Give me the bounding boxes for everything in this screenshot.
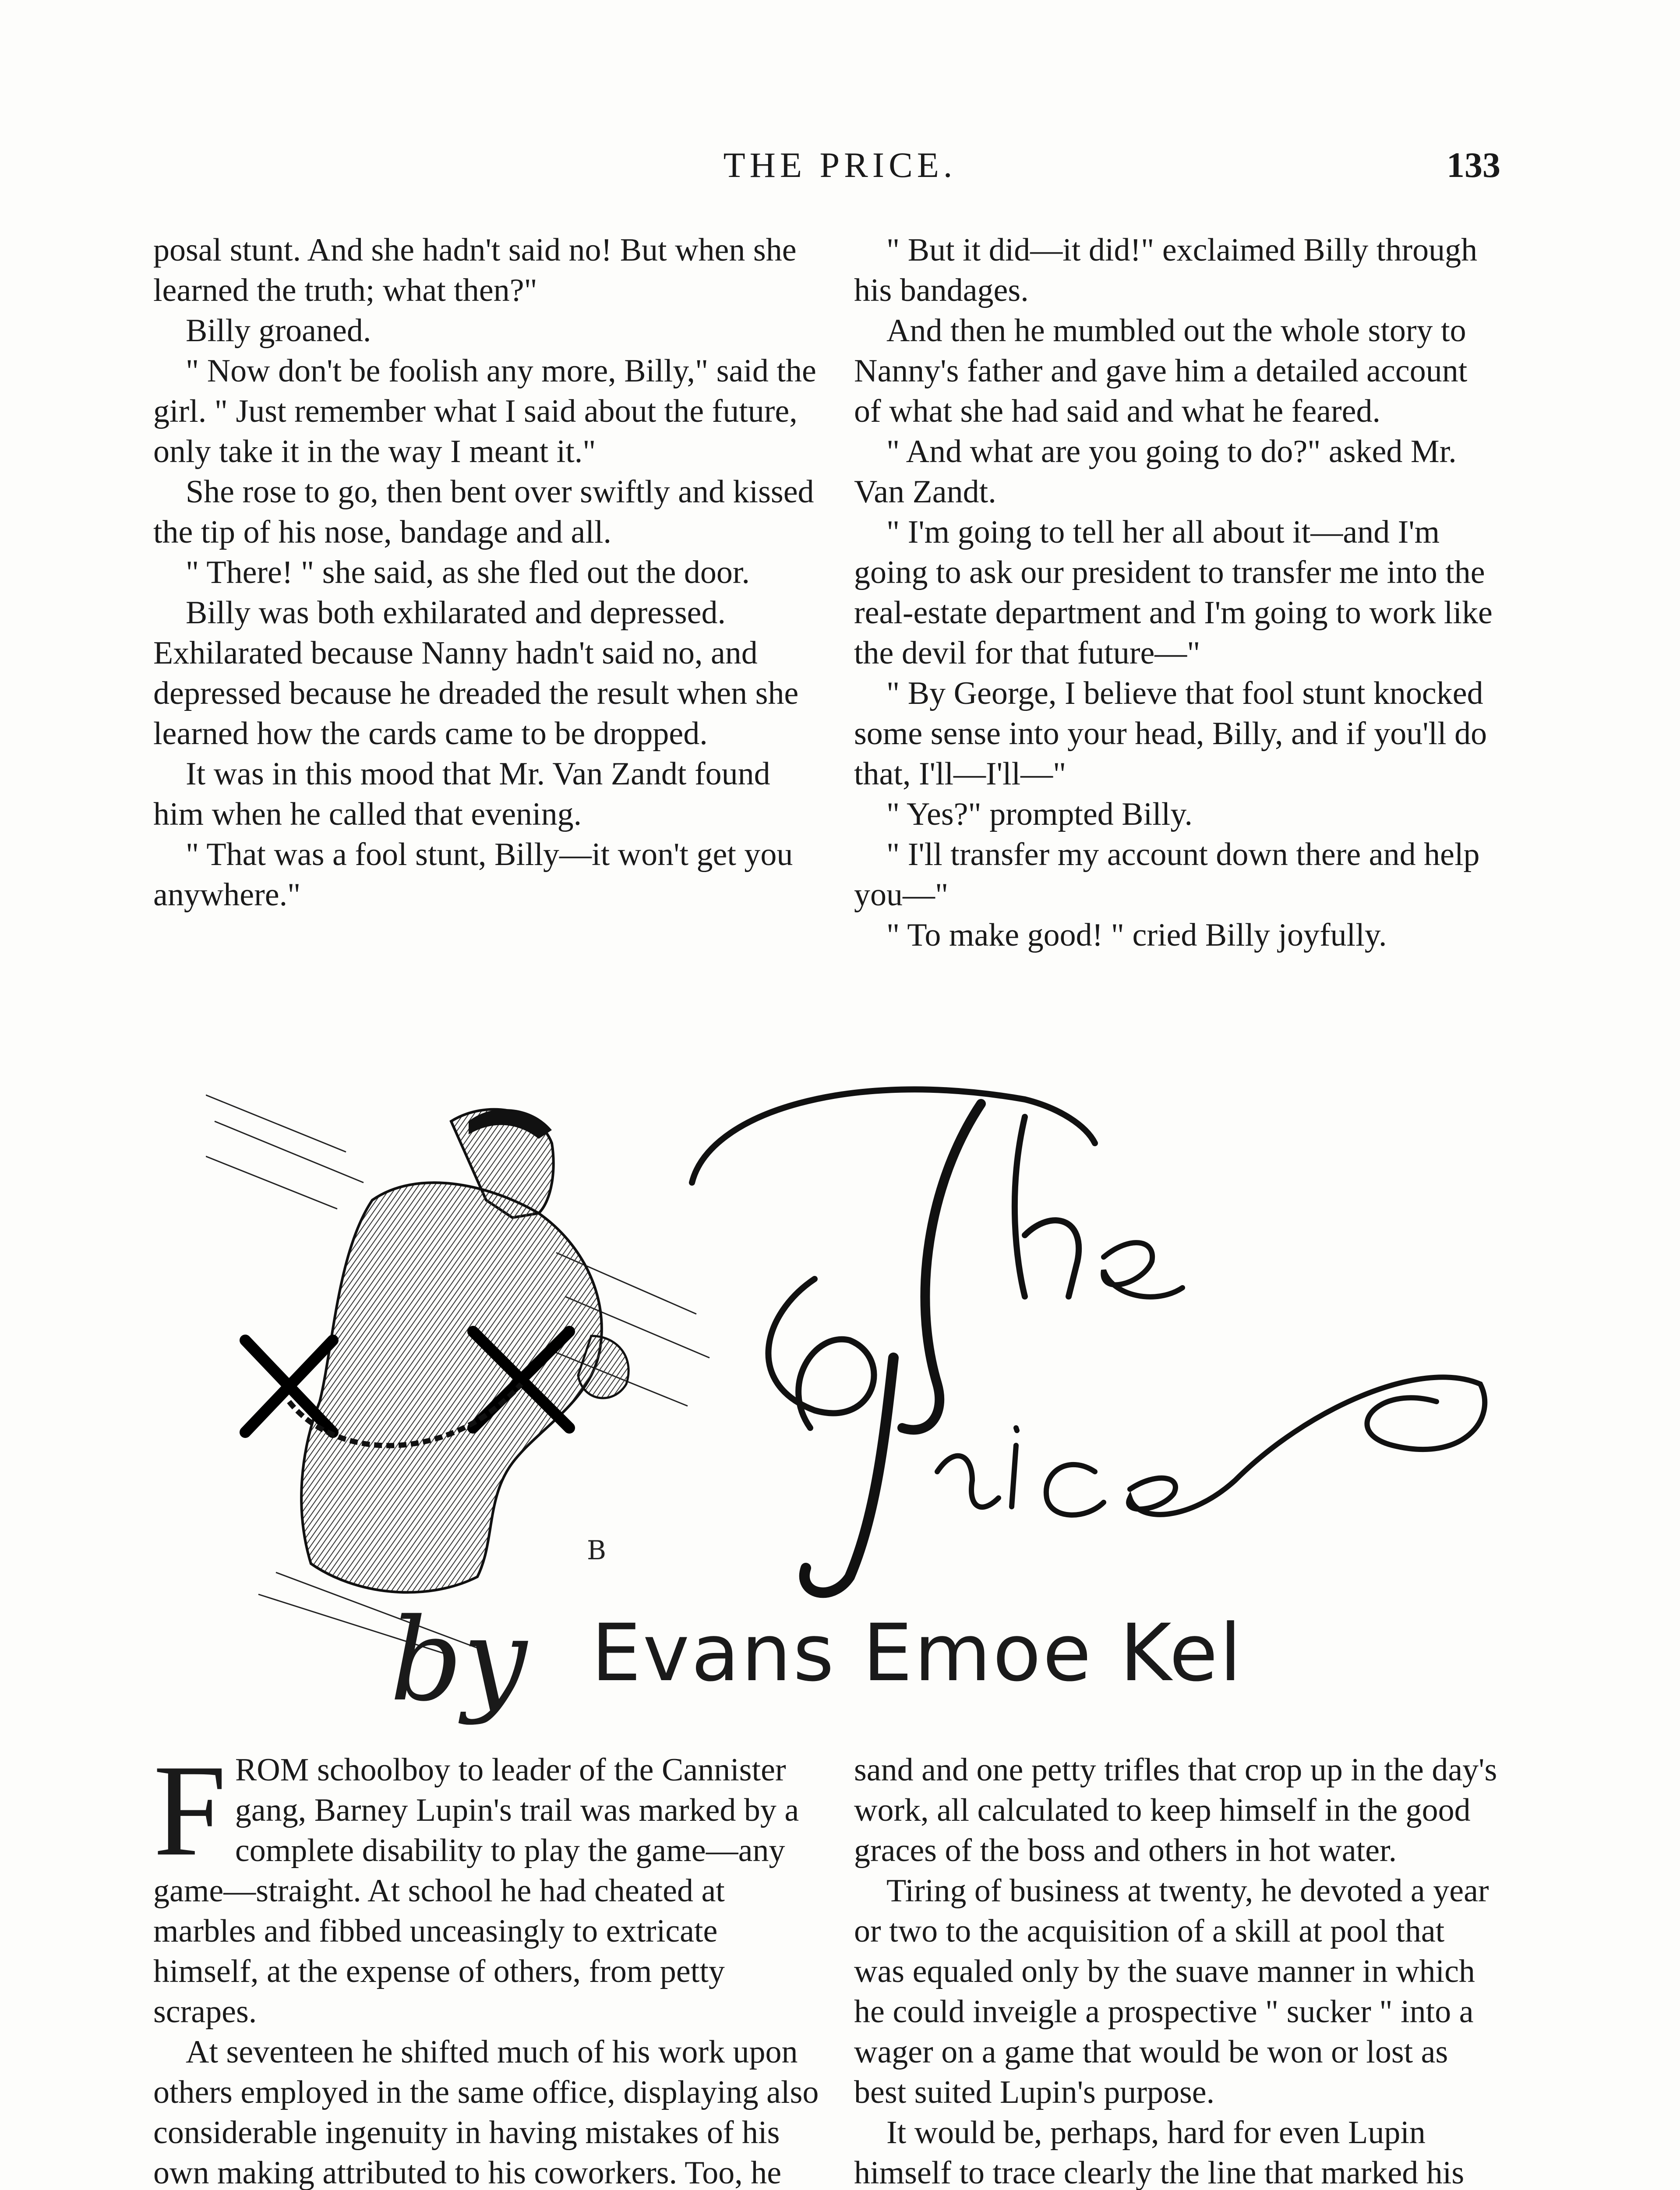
drop-cap: F [153,1738,226,1883]
paragraph: sand and one petty trifles that crop up in the day's work, all calculated to keep himself in the good graces of the boss and others in hot water. [854,1752,1497,1869]
handcuffed-man-illustration [206,1069,714,1656]
running-header-title: THE PRICE. [723,145,957,185]
paragraph: " And what are you going to do?" asked Mr. Van Zandt. [854,434,1457,510]
paragraph: It would be, perhaps, hard for even Lupin himself to trace clearly the line that marked his [854,2115,1465,2190]
paragraph: At seventeen he shifted much of his work upon others employed in the same office, displaying also considerable ingenuity in having mistakes of his own making attributed to his coworkers. Too, he [153,2034,819,2190]
opening-text: ROM schoolboy to leader of the Cannister gang, Barney Lupin's trail was marked by a complete disability to play the game—any game—straight. At school he had cheated at marbles and fibbed unceasingly to extricate himself, at the expense of others, from petty scrapes. [153,1752,799,2030]
paragraph: And then he mumbled out the whole story to Nanny's father and gave him a detailed account of what she had said and what he feared. [854,313,1468,429]
title-script-artwork [666,1051,1489,1621]
paragraph: " I'll transfer my account down there and help you—" [854,837,1480,913]
paragraph: " By George, I believe that fool stunt knocked some sense into your head, Billy, and if you'll do that, I'll—I'll—" [854,675,1487,792]
page-number: 133 [1447,145,1500,185]
svg-text:B: B [587,1535,607,1566]
paragraph: Billy groaned. [186,313,371,349]
lower-left-column [153,1738,823,2190]
paragraph: " Yes?" prompted Billy. [886,796,1193,832]
upper-right-column [854,230,1498,955]
upper-left-column [153,230,823,915]
paragraph: " Now don't be foolish any more, Billy," said the girl. " Just remember what I said about the future, only take it in the way I meant it." [153,353,816,470]
paragraph: Tiring of business at twenty, he devoted a year or two to the acquisition of a skill at pool that was equaled only by the suave manner in which he could inveigle a prospective " sucker " into a wager on a game that would be won or lost as best suited Lupin's purpose. [854,1873,1489,2110]
paragraph: It was in this mood that Mr. Van Zandt found him when he called that evening. [153,756,770,832]
byline-author: Evans Emoe Kel [591,1607,1243,1699]
paragraph: posal stunt. And she hadn't said no! But when she learned the truth; what then?" [153,232,797,308]
paragraph: " There! " she said, as she fled out the door. [186,555,750,590]
paragraph: " I'm going to tell her all about it—and I'm going to ask our president to transfer me into the real-estate department and I'm going to work like the devil for that future—" [854,514,1493,671]
paragraph: Billy was both exhilarated and depressed. Exhilarated because Nanny hadn't said no, and depressed because he dreaded the result when she learned how the cards came to be dropped. [153,595,799,752]
paragraph: " That was a fool stunt, Billy—it won't get you anywhere." [153,837,793,913]
byline-by: by [390,1594,527,1727]
paragraph: She rose to go, then bent over swiftly and kissed the tip of his nose, bandage and all. [153,474,814,550]
opening-paragraph [153,1738,823,2032]
paragraph: " To make good! " cried Billy joyfully. [886,917,1387,953]
lower-right-column [854,1750,1498,2190]
paragraph: " But it did—it did!" exclaimed Billy through his bandages. [854,232,1478,308]
